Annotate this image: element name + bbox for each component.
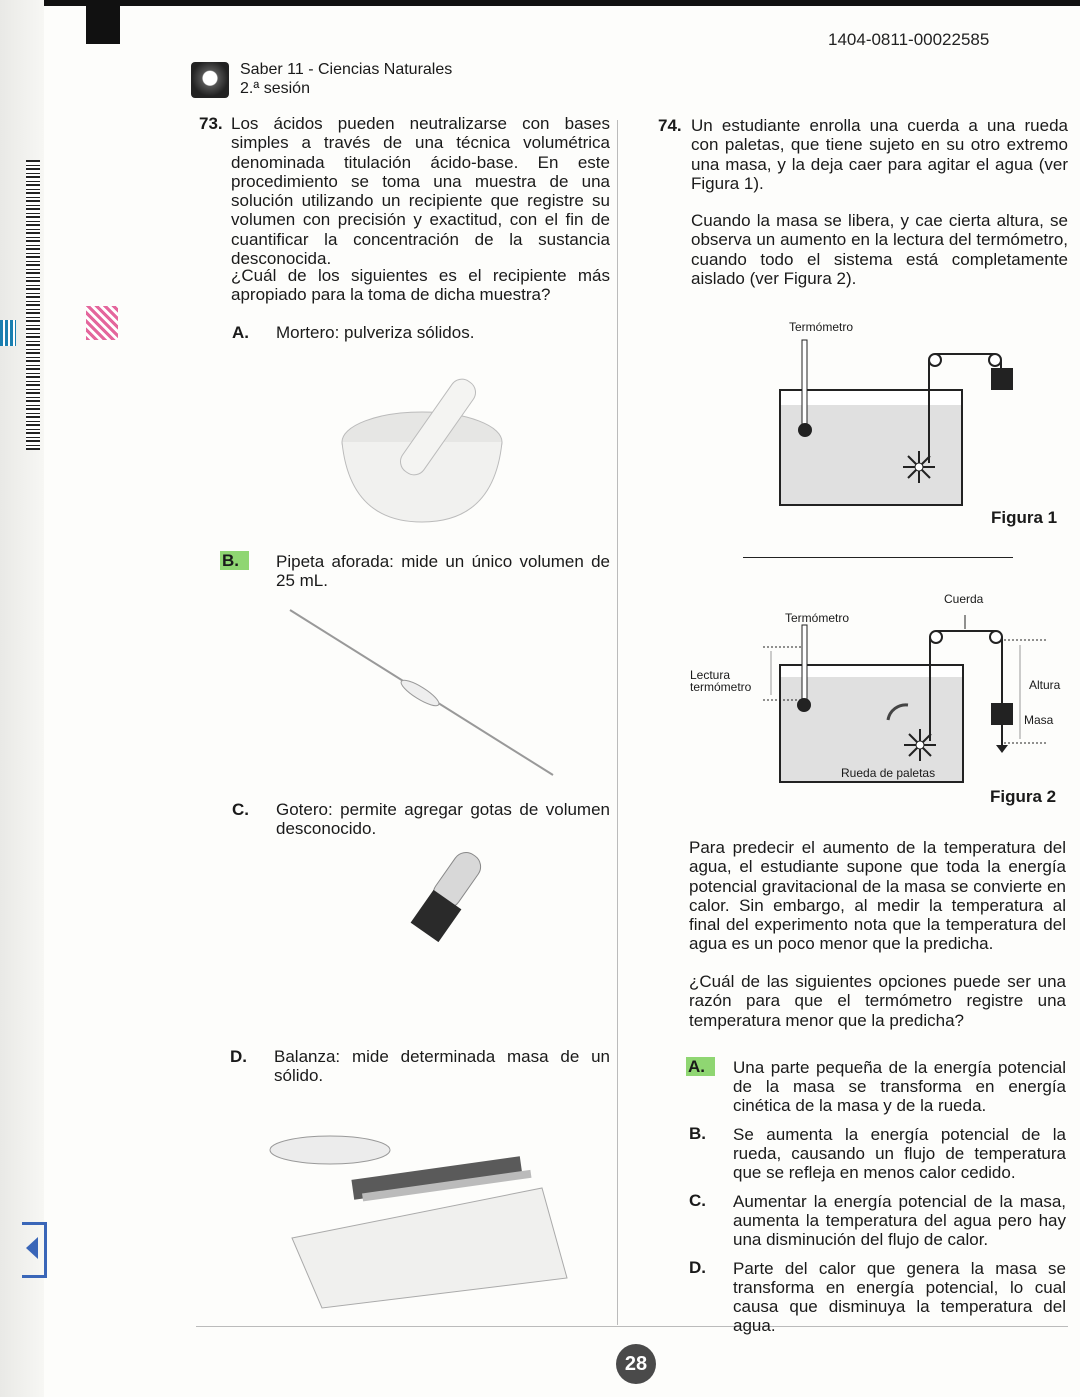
- q74-question: ¿Cuál de las siguientes opciones puede ser una razón para que el termómetro registre una temperatura menor que la predicha?: [689, 972, 1066, 1030]
- q74-option-a-letter: A.: [686, 1057, 715, 1077]
- figure-separator: [743, 557, 1013, 558]
- scan-top-border: [0, 0, 1080, 6]
- q74-option-d-letter: D.: [689, 1258, 706, 1277]
- header-title-line1: Saber 11 - Ciencias Naturales: [240, 61, 453, 78]
- q74-intro-1: Un estudiante enrolla una cuerda a una rueda con paletas, que tiene sujeto en su otro extremo una masa, y la deja caer para agitar el agua (ver Figura 1).: [691, 116, 1068, 193]
- q73-option-a-text: Mortero: pulveriza sólidos.: [276, 323, 475, 342]
- q73-number: 73.: [199, 114, 223, 133]
- q74-number: 74.: [658, 116, 682, 135]
- dropper-image: [405, 848, 495, 948]
- q73-question: ¿Cuál de los siguientes es el recipiente más apropiado para la toma de dicha muestra?: [231, 266, 610, 305]
- mortar-image: [330, 362, 520, 532]
- figure-1-diagram: [775, 335, 1025, 510]
- saber-logo-icon: [191, 62, 229, 98]
- fig2-wheel-label: Rueda de paletas: [841, 766, 936, 780]
- color-code-mark: [86, 306, 118, 340]
- balance-image: [262, 1128, 582, 1313]
- q74-option-c-text: Aumentar la energía potencial de la masa, aumenta la temperatura del agua pero hay una disminución del flujo de calor.: [733, 1192, 1066, 1249]
- left-arrow-tab-icon: [22, 1222, 47, 1278]
- figure-2-caption: Figura 2: [990, 787, 1057, 806]
- fig2-reading-label: Lectura termómetro: [690, 668, 752, 694]
- q74-option-b-text: Se aumenta la energía potencial de la rueda, causando un flujo de temperatura que se refleja en menos calor cedido.: [733, 1125, 1066, 1182]
- q74-intro-2: Cuando la masa se libera, y cae cierta altura, se observa un aumento en la lectura del termómetro, cuando todo el sistema está completamente aislado (ver Figura 2).: [691, 211, 1068, 288]
- side-code-mark: [0, 320, 16, 346]
- fig2-thermometer-label: Termómetro: [785, 611, 850, 625]
- header-title: [240, 60, 452, 98]
- pipette-image: [285, 605, 560, 780]
- registration-mark: [86, 6, 120, 44]
- page-number: 28: [616, 1344, 656, 1384]
- q74-option-a-text: Una parte pequeña de la energía potencial de la masa se transforma en energía cinética de la masa y de la rueda.: [733, 1058, 1066, 1115]
- document-id: 1404-0811-00022585: [828, 30, 990, 49]
- q73-text: Los ácidos pueden neutralizarse con bases simples a través de una técnica volumétrica denominada titulación ácido-base. En este procedimiento se toma una muestra de una solución utilizando un recipiente que registre su volumen con precisión y exactitud, con el fin de cuantificar la concentración de la sustancia desconocida.: [231, 114, 610, 269]
- header-title-line2: 2.ª sesión: [240, 80, 310, 97]
- q73-option-c-letter: C.: [232, 800, 249, 819]
- q73-option-b-text: Pipeta aforada: mide un único volumen de 25 mL.: [276, 552, 610, 590]
- fig2-mass-label: Masa: [1024, 713, 1054, 727]
- column-divider: [617, 120, 618, 1325]
- q74-option-d-text: Parte del calor que genera la masa se transforma en energía potencial, lo cual causa que disminuya la temperatura del agua.: [733, 1259, 1066, 1335]
- q74-option-b-letter: B.: [689, 1124, 706, 1143]
- figure-2-diagram: [758, 605, 1053, 785]
- figure-1-caption: Figura 1: [991, 508, 1058, 527]
- q74-option-c-letter: C.: [689, 1191, 706, 1210]
- fig2-height-label: Altura: [1029, 678, 1061, 692]
- q74-paragraph: Para predecir el aumento de la temperatura del agua, el estudiante supone que toda la energía potencial gravitacional de la masa se convierte en calor. Sin embargo, al medir la temperatura al final del experimento nota que la temperatura del agua es un poco menor que la predicha.: [689, 838, 1066, 954]
- q73-option-b-letter: B.: [220, 551, 249, 571]
- q73-option-c-text: Gotero: permite agregar gotas de volumen desconocido.: [276, 800, 610, 838]
- fig2-rope-label: Cuerda: [944, 592, 984, 606]
- q73-option-d-letter: D.: [230, 1047, 247, 1066]
- fig1-thermometer-label: Termómetro: [789, 320, 854, 334]
- q73-option-d-text: Balanza: mide determinada masa de un sólido.: [274, 1047, 610, 1085]
- q73-option-a-letter: A.: [232, 323, 249, 342]
- side-barcode: [26, 160, 40, 450]
